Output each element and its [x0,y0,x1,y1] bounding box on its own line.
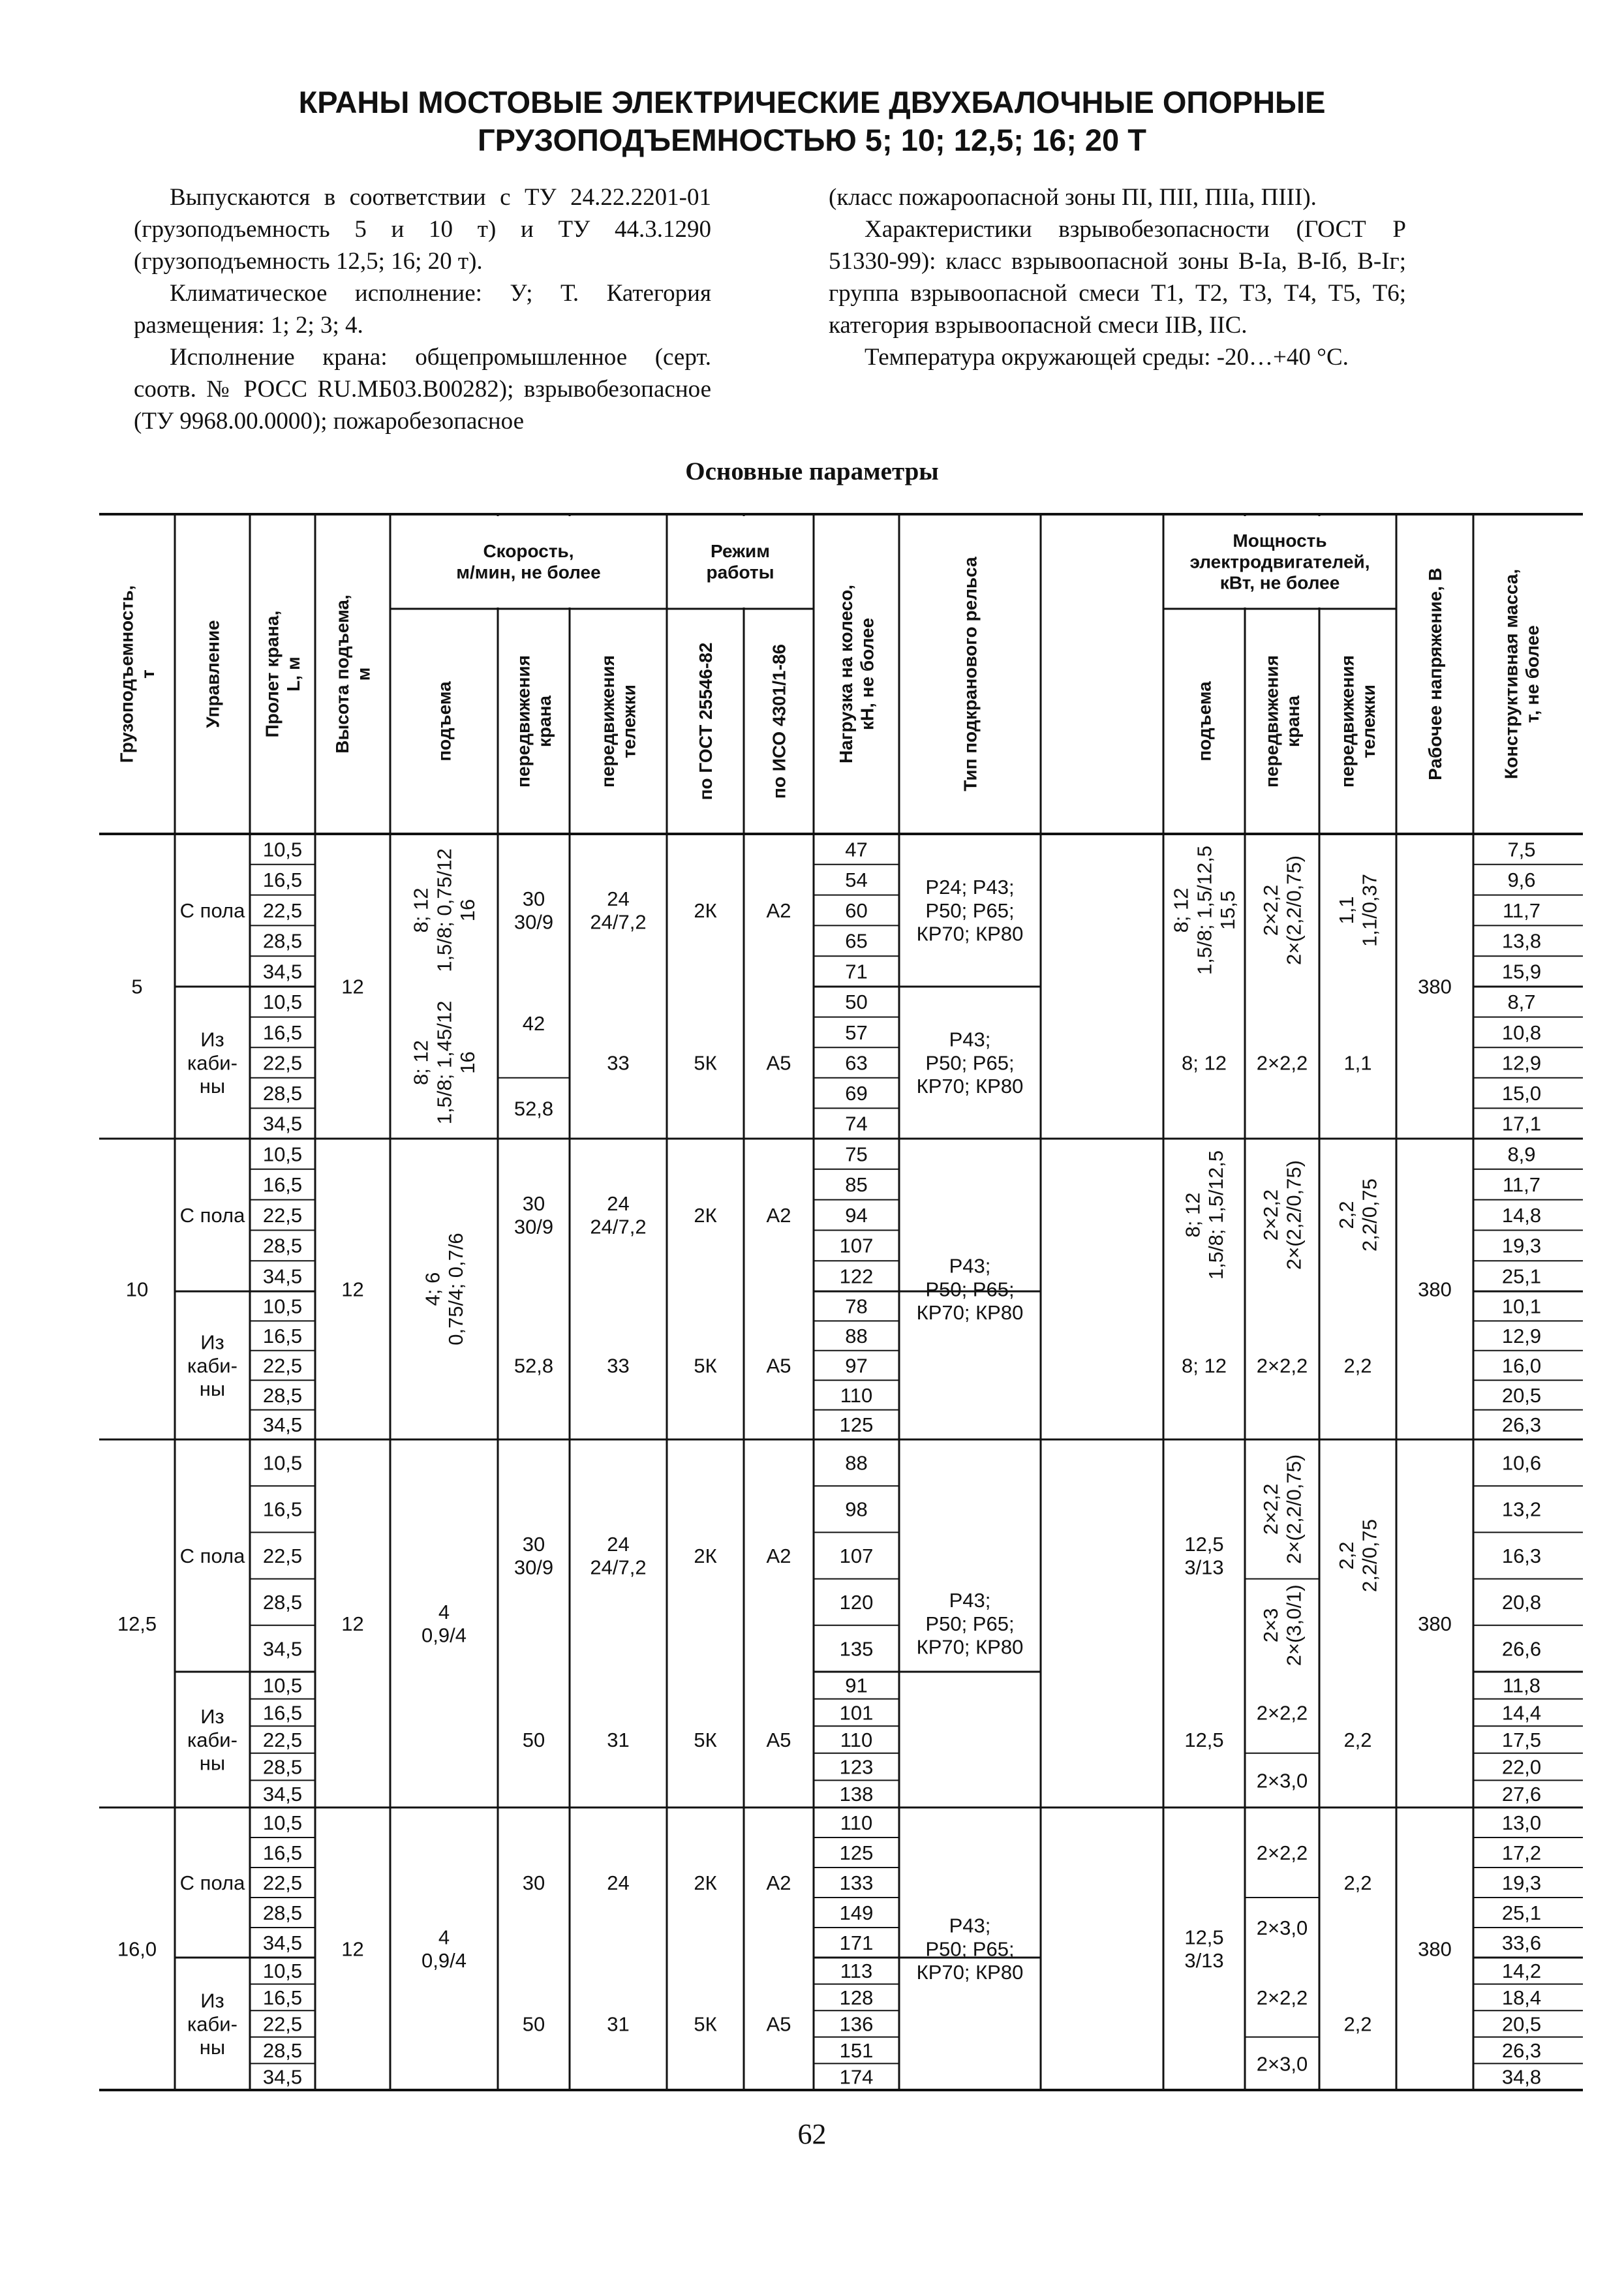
wheel-load-value: 151 [839,2038,874,2062]
power-crane-value: 2×3,0 [1256,2052,1308,2076]
mass-value: 18,4 [1501,1986,1542,2009]
power-lift-value: 12,5 3/13 [1184,1533,1224,1579]
mass-value: 27,6 [1501,1783,1542,1806]
rail-value: Р43; Р50; Р65; КР70; КР80 [916,1589,1024,1659]
speed-trolley-value: 33 [607,1051,630,1075]
span-value: 34,5 [262,1112,303,1135]
span-value: 22,5 [262,899,303,922]
speed-crane-value: 42 [522,1011,545,1035]
voltage-value: 380 [1418,1612,1452,1635]
mass-value: 17,5 [1501,1728,1542,1751]
speed-crane-value: 30 [522,1871,545,1894]
lift-height-value: 12 [341,1612,364,1635]
mass-value: 14,8 [1501,1203,1542,1227]
span-value: 22,5 [262,2012,303,2036]
title-line-2: ГРУЗОПОДЪЕМНОСТЬЮ 5; 10; 12,5; 16; 20 Т [478,123,1146,157]
wheel-load-value: 125 [839,1841,874,1864]
wheel-load-value: 123 [839,1755,874,1779]
mode-iso-value: А2 [766,1544,791,1567]
speed-trolley-value: 24 [607,1871,630,1894]
mass-value: 8,9 [1507,1143,1536,1166]
wheel-load-value: 50 [845,991,868,1014]
span-value: 16,5 [262,869,303,892]
lift-height-value: 12 [341,1278,364,1301]
mass-value: 14,4 [1501,1701,1542,1725]
span-value: 28,5 [262,1591,303,1614]
mode-gost-value: 2К [694,899,717,922]
mass-value: 11,8 [1502,1674,1541,1697]
intro-paragraph: Температура окружающей среды: -20…+40 °С. [865,344,1349,371]
span-value: 22,5 [262,1728,303,1751]
power-crane-value: 2×2,2 [1256,1986,1308,2009]
power-crane-value: 2×2,2 [1256,1354,1308,1377]
mass-value: 11,7 [1502,899,1541,922]
span-value: 34,5 [262,1637,303,1661]
speed-lift-value: 8; 121,5/8; 1,45/1216 [409,1000,479,1125]
control-value: Из каби-ны [187,1989,237,2059]
mass-value: 25,1 [1501,1901,1542,1924]
power-trolley-value: 1,1 [1343,1051,1372,1075]
header-mode-gost: по ГОСТ 25546-82 [695,642,716,801]
mass-value: 22,0 [1501,1755,1542,1779]
speed-crane-value: 30 30/9 [513,1533,554,1579]
speed-trolley-value: 33 [607,1354,630,1377]
span-value: 10,5 [262,1674,303,1697]
mass-value: 9,6 [1507,869,1536,892]
power-lift-value: 12,5 [1184,1728,1224,1751]
mode-iso-value: А5 [766,1728,791,1751]
span-value: 10,5 [262,1811,303,1834]
wheel-load-value: 128 [839,1986,874,2009]
span-value: 10,5 [262,838,303,861]
span-value: 10,5 [262,1295,303,1318]
wheel-load-value: 60 [845,899,868,922]
span-value: 16,5 [262,1841,303,1864]
header-capacity: Грузоподъемность,т [116,585,158,763]
mass-value: 20,5 [1501,1383,1542,1407]
mass-value: 8,7 [1507,991,1536,1014]
rail-value: Р43; Р50; Р65; КР70; КР80 [916,1254,1024,1324]
control-value: С пола [179,1544,245,1567]
mass-value: 14,2 [1501,1960,1542,1983]
mode-gost-value: 5К [694,2012,717,2036]
mass-value: 12,9 [1501,1324,1542,1347]
capacity-value: 16,0 [117,1937,157,1961]
mass-value: 15,0 [1501,1081,1542,1105]
mode-gost-value: 5К [694,1354,717,1377]
mode-iso-value: А5 [766,1051,791,1075]
mode-iso-value: А2 [766,899,791,922]
header-speed-crane: передвижениякрана [513,655,555,788]
power-lift-value: 8; 121,5/8; 1,5/12,5 [1181,1150,1228,1280]
intro-paragraph: (класс пожароопасной зоны ПI, ПII, ПIIа, ПIII). [829,184,1317,211]
voltage-value: 380 [1418,975,1452,998]
wheel-load-value: 75 [845,1143,868,1166]
span-value: 28,5 [262,2038,303,2062]
span-value: 28,5 [262,1755,303,1779]
control-value: Из каби-ны [187,1330,237,1400]
mass-value: 17,1 [1501,1112,1542,1135]
mass-value: 10,1 [1501,1295,1542,1318]
wheel-load-value: 110 [840,1728,873,1751]
wheel-load-value: 63 [845,1051,868,1075]
power-crane-value: 2×2,22×(2,2/0,75) [1259,1454,1306,1564]
mass-value: 20,5 [1501,2012,1542,2036]
power-trolley-value: 2,2 [1343,1354,1372,1377]
wheel-load-value: 74 [845,1112,868,1135]
span-value: 16,5 [262,1498,303,1521]
header-speed-trolley: передвижениятележки [598,655,639,788]
span-value: 34,5 [262,1265,303,1288]
intro-paragraph: Характеристики взрывобезопасности (ГОСТ Р 51330-99): класс взрывоопасной зоны В-Iа, В-Iб, В-Iг; группа взрывоопасной смеси Т1, Т2, Т3, Т4, Т5, Т6; категория взрывоопасной смеси IIВ, IIС. [829,216,1406,339]
wheel-load-value: 78 [845,1295,868,1318]
wheel-load-value: 120 [839,1591,874,1614]
intro-paragraph: Климатическое исполнение: У; Т. Категория размещения: 1; 2; 3; 4. [134,280,711,339]
speed-lift-value: 4 0,9/4 [421,1601,467,1647]
header-mode-iso: по ИСО 4301/1-86 [769,643,789,799]
wheel-load-value: 107 [839,1544,874,1567]
speed-trolley-value: 24 24/7,2 [590,1533,647,1579]
header-lift-height: Высота подъема,м [332,594,374,754]
speed-crane-value: 30 30/9 [513,1192,554,1238]
power-trolley-value: 2,2 [1343,1871,1372,1894]
table-caption: Основные параметры [685,457,939,485]
span-value: 28,5 [262,1383,303,1407]
power-crane-value: 2×2,2 [1256,1841,1308,1864]
voltage-value: 380 [1418,1278,1452,1301]
header-control: Управление [202,620,223,728]
intro-paragraph: Выпускаются в соответствии с ТУ 24.22.2201-01 (грузоподъемность 5 и 10 т) и ТУ 44.3.1290 (грузоподъемность 12,5; 16; 20 т). [134,184,711,275]
span-value: 16,5 [262,1173,303,1197]
wheel-load-value: 57 [845,1021,868,1044]
capacity-value: 10 [125,1278,149,1301]
wheel-load-value: 107 [839,1234,874,1257]
span-value: 16,5 [262,1701,303,1725]
power-lift-value: 12,5 3/13 [1184,1926,1224,1973]
control-value: С пола [179,1871,245,1894]
span-value: 10,5 [262,991,303,1014]
wheel-load-value: 97 [845,1354,868,1377]
wheel-load-value: 69 [845,1081,868,1105]
voltage-value: 380 [1418,1937,1452,1961]
span-value: 10,5 [262,1143,303,1166]
speed-trolley-value: 24 24/7,2 [590,1192,647,1238]
wheel-load-value: 94 [845,1203,868,1227]
mass-value: 19,3 [1501,1871,1542,1894]
wheel-load-value: 122 [839,1265,874,1288]
wheel-load-value: 71 [845,960,868,983]
control-value: С пола [179,899,245,922]
speed-trolley-value: 31 [607,2012,630,2036]
wheel-load-value: 91 [845,1674,868,1697]
power-crane-value: 2×32×(3,0/1) [1259,1584,1306,1667]
power-trolley-value: 2,22,2/0,75 [1335,1518,1381,1593]
span-value: 22,5 [262,1544,303,1567]
wheel-load-value: 149 [839,1901,874,1924]
power-lift-value: 8; 121,5/8; 1,5/12,515,5 [1169,845,1239,976]
span-value: 16,5 [262,1986,303,2009]
span-value: 16,5 [262,1021,303,1044]
span-value: 28,5 [262,929,303,953]
header-power-trolley: передвижениятележки [1337,655,1379,788]
rail-value: Р43; Р50; Р65; КР70; КР80 [916,1028,1024,1098]
mass-value: 10,6 [1501,1451,1542,1475]
mode-iso-value: А2 [766,1203,791,1227]
mass-value: 17,2 [1501,1841,1542,1864]
span-value: 22,5 [262,1871,303,1894]
power-trolley-value: 2,22,2/0,75 [1335,1178,1381,1252]
power-crane-value: 2×2,22×(2,2/0,75) [1259,855,1306,966]
wheel-load-value: 101 [839,1701,874,1725]
speed-lift-value: 4; 60,75/4; 0,7/6 [421,1233,468,1345]
wheel-load-value: 110 [840,1811,873,1834]
wheel-load-value: 88 [845,1451,868,1475]
power-crane-value: 2×3,0 [1256,1916,1308,1939]
speed-lift-value: 8; 121,5/8; 0,75/1216 [409,848,479,972]
control-value: С пола [179,1203,245,1227]
header-mass: Конструктивная масса,т, не более [1501,568,1542,780]
power-lift-value: 8; 12 [1182,1051,1227,1075]
speed-trolley-value: 24 24/7,2 [590,887,647,934]
wheel-load-value: 174 [839,2065,874,2089]
span-value: 10,5 [262,1960,303,1983]
wheel-load-value: 113 [840,1960,873,1983]
header-voltage: Рабочее напряжение, В [1424,568,1445,780]
lift-height-value: 12 [341,1937,364,1961]
power-crane-value: 2×3,0 [1256,1769,1308,1792]
wheel-load-value: 138 [839,1783,874,1806]
span-value: 34,5 [262,960,303,983]
wheel-load-value: 85 [845,1173,868,1197]
rail-value: Р43; Р50; Р65; КР70; КР80 [916,1914,1024,1984]
mode-gost-value: 2К [694,1871,717,1894]
span-value: 22,5 [262,1051,303,1075]
header-speed-lift: подъема [434,681,455,761]
mass-value: 16,3 [1501,1544,1542,1567]
speed-crane-value: 52,8 [513,1354,554,1377]
header-mode-group: Режим работы [706,541,774,583]
speed-crane-value: 50 [522,2012,545,2036]
power-trolley-value: 2,2 [1343,2012,1372,2036]
title-line-1: КРАНЫ МОСТОВЫЕ ЭЛЕКТРИЧЕСКИЕ ДВУХБАЛОЧНЫЕ ОПОРНЫЕ [298,85,1326,119]
mass-value: 10,8 [1501,1021,1542,1044]
wheel-load-value: 54 [845,869,868,892]
mode-iso-value: А2 [766,1871,791,1894]
mass-value: 13,0 [1501,1811,1542,1834]
mass-value: 16,0 [1501,1354,1542,1377]
header-wheel-load: Нагрузка на колесо,кН, не более [836,584,878,764]
span-value: 28,5 [262,1234,303,1257]
wheel-load-value: 98 [845,1498,868,1521]
mode-iso-value: А5 [766,2012,791,2036]
power-crane-value: 2×2,2 [1256,1051,1308,1075]
mass-value: 26,3 [1501,2038,1542,2062]
power-trolley-value: 2,2 [1343,1728,1372,1751]
header-power-lift: подъема [1194,681,1215,761]
mode-iso-value: А5 [766,1354,791,1377]
mass-value: 26,3 [1501,1413,1542,1437]
wheel-load-value: 136 [839,2012,874,2036]
span-value: 34,5 [262,1931,303,1954]
mode-gost-value: 2К [694,1203,717,1227]
mass-value: 25,1 [1501,1265,1542,1288]
span-value: 28,5 [262,1081,303,1105]
power-crane-value: 2×2,2 [1256,1701,1308,1725]
header-power-group: Мощность электродвигателей, кВт, не более [1189,530,1370,593]
mass-value: 34,8 [1501,2065,1542,2089]
page-number: 62 [797,2118,827,2150]
speed-trolley-value: 31 [607,1728,630,1751]
header-speed-group: Скорость, м/мин, не более [456,541,601,583]
header-rail-type: Тип подкранового рельса [960,557,981,792]
speed-crane-value: 50 [522,1728,545,1751]
speed-crane-value: 52,8 [513,1097,554,1120]
power-crane-value: 2×2,22×(2,2/0,75) [1259,1160,1306,1270]
mass-value: 13,8 [1501,929,1542,953]
intro-paragraph: Исполнение крана: общепромышленное (серт. соотв. № РОСС RU.МБ03.В00282); взрывобезопасное (ТУ 9968.00.0000); пожаробезопасное [134,344,711,435]
header-power-crane: передвижениякрана [1261,655,1303,788]
capacity-value: 12,5 [117,1612,157,1635]
power-trolley-value: 1,11,1/0,37 [1335,873,1381,947]
span-value: 16,5 [262,1324,303,1347]
control-value: Из каби-ны [187,1705,237,1775]
control-value: Из каби-ны [187,1028,237,1098]
wheel-load-value: 125 [839,1413,874,1437]
wheel-load-value: 65 [845,929,868,953]
span-value: 34,5 [262,1413,303,1437]
span-value: 34,5 [262,1783,303,1806]
power-lift-value: 8; 12 [1182,1354,1227,1377]
wheel-load-value: 110 [840,1383,873,1407]
wheel-load-value: 135 [839,1637,874,1661]
span-value: 22,5 [262,1354,303,1377]
mode-gost-value: 2К [694,1544,717,1567]
wheel-load-value: 171 [839,1931,874,1954]
span-value: 28,5 [262,1901,303,1924]
speed-lift-value: 4 0,9/4 [421,1926,467,1973]
header-span: Пролет крана,L, м [262,610,303,738]
span-value: 34,5 [262,2065,303,2089]
mass-value: 7,5 [1507,838,1536,861]
mode-gost-value: 5К [694,1051,717,1075]
mass-value: 33,6 [1501,1931,1542,1954]
lift-height-value: 12 [341,975,364,998]
rail-value: Р24; Р43; Р50; Р65; КР70; КР80 [916,876,1024,946]
capacity-value: 5 [131,975,143,998]
mass-value: 20,8 [1501,1591,1542,1614]
mass-value: 15,9 [1501,960,1542,983]
speed-crane-value: 30 30/9 [513,887,554,934]
wheel-load-value: 133 [839,1871,874,1894]
mass-value: 12,9 [1501,1051,1542,1075]
mass-value: 13,2 [1501,1498,1542,1521]
span-value: 22,5 [262,1203,303,1227]
mass-value: 11,7 [1502,1173,1541,1197]
wheel-load-value: 88 [845,1324,868,1347]
mode-gost-value: 5К [694,1728,717,1751]
mass-value: 26,6 [1501,1637,1542,1661]
mass-value: 19,3 [1501,1234,1542,1257]
span-value: 10,5 [262,1451,303,1475]
wheel-load-value: 47 [845,838,868,861]
